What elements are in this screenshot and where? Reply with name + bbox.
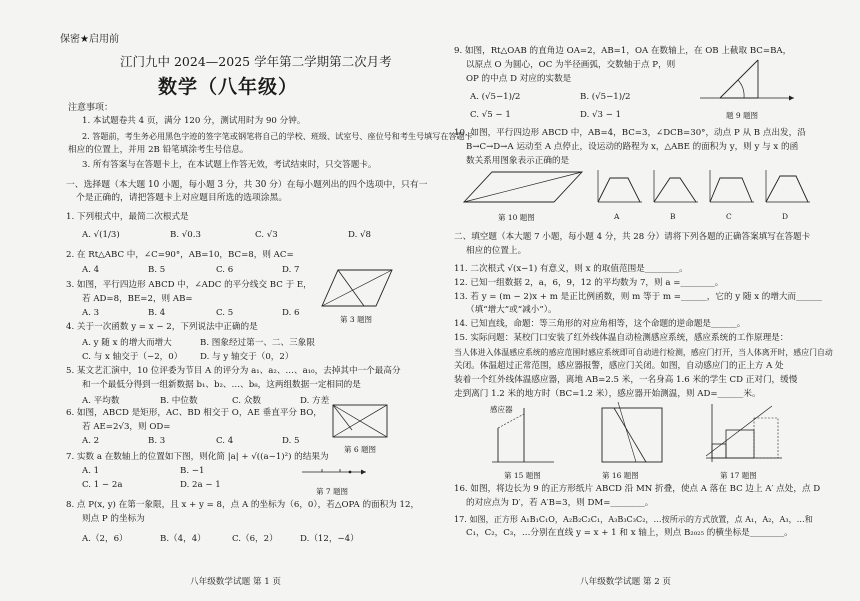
- q8-option-b: B.（4，4）: [160, 534, 206, 544]
- notes-heading: 注意事项：: [68, 103, 114, 113]
- q15-line2: 当人体进入体温感应系统的感应范围时感应系统即可自动进行检测，感应门打开，当人体离开时，感应门自动: [454, 348, 833, 357]
- q10-parallelogram-figure: [462, 168, 590, 208]
- q6-caption: 第 6 题图: [344, 445, 377, 454]
- q7-option-a: A. 1: [82, 466, 100, 476]
- q9-option-c: C. √5 − 1: [470, 110, 511, 120]
- q6-option-d: D. 5: [282, 436, 300, 446]
- q10-option-c: C: [726, 212, 732, 221]
- q9-line3: OP 的中点 D 对应的实数是: [466, 74, 572, 84]
- q2-option-a: A. 4: [82, 265, 100, 275]
- q1-option-a: A. √(1/3): [82, 230, 120, 240]
- q8-line2: 则点 P 的坐标为: [82, 514, 145, 524]
- q7-stem: 7. 实数 a 在数轴上的位置如下图，则化简 |a| + √((a−1)²) 的结果为: [66, 452, 329, 462]
- q9-option-d: D. √3 − 1: [580, 110, 622, 120]
- q2-stem: 2. 在 Rt△ABC 中，∠C=90°，AB=10，BC=8，则 AC=: [66, 250, 294, 260]
- subject-title: 数学（八年级）: [158, 76, 299, 98]
- q5-option-d: D. 方差: [300, 396, 330, 406]
- q12: 12. 已知一组数据 2，a，6，9，12 的平均数为 7，则 a =________。: [454, 278, 724, 288]
- q8-option-c: C.（6，2）: [232, 534, 278, 544]
- q10-option-a: A: [614, 212, 620, 221]
- note-2b: 相应的位置上，并用 2B 铅笔填涂考生号信息。: [68, 145, 249, 155]
- note-1: 1. 本试题卷共 4 页，满分 120 分，测试用时为 90 分钟。: [82, 116, 306, 126]
- q7-option-d: D. 2a − 1: [180, 480, 221, 490]
- q10-line1: 10. 如图，平行四边形 ABCD 中，AB=4，BC=3，∠DCB=30°，动点 P 从 B 点出发，沿: [454, 128, 806, 138]
- q5-option-b: B. 中位数: [160, 396, 198, 406]
- q6-line1: 6. 如图，ABCD 是矩形，AC、BD 相交于 O，AE 垂直平分 BO，: [66, 408, 322, 418]
- q13-line1: 13. 若 y = (m − 2)x + m 是正比例函数，则 m 等于 m =______，它的 y 随 x 的增大而______: [454, 292, 822, 302]
- q1-option-d: D. √8: [348, 230, 371, 240]
- q9-figure: [698, 48, 798, 106]
- section2-heading-b: 相应的位置上。: [466, 246, 527, 256]
- q6-option-c: C. 4: [216, 436, 234, 446]
- q3-caption: 第 3 题图: [340, 315, 373, 324]
- q8-option-d: D.（12，−4）: [300, 534, 359, 544]
- q10-graph-options: [594, 168, 814, 208]
- note-2a: 2. 答题前，考生务必用黑色字迹的签字笔或钢笔将自己的学校、班级、试室号、座位号和考生号填写在答题卡: [82, 131, 473, 141]
- q15-line5: 走到离门 1.2 米的地方时（BC=1.2 米），感应器开始测温，则 AD=______米。: [454, 389, 761, 399]
- q10-option-d: D: [782, 212, 789, 221]
- q5-option-c: C. 众数: [232, 396, 261, 406]
- q17-caption: 第 17 题图: [720, 471, 757, 480]
- section1-heading-b: 个是正确的，请把答题卡上对应题目所选的选项涂黑。: [76, 193, 288, 203]
- q2-option-c: C. 6: [216, 265, 234, 275]
- q16-figure: [596, 400, 676, 466]
- q3-option-b: B. 4: [148, 308, 166, 318]
- q17-line2: C₁，C₂，C₃，…分别在直线 y = x + 1 和 x 轴上，则点 B₂₀₂₅ 的横坐标是________。: [466, 528, 793, 538]
- secret-label: 保密★启用前: [60, 34, 119, 45]
- q1-option-b: B. √0.3: [170, 230, 201, 240]
- q15-sensor-label: 感应器: [490, 405, 513, 414]
- q11: 11. 二次根式 √(x−1) 有意义，则 x 的取值范围是________。: [454, 264, 688, 274]
- q6-option-b: B. 3: [148, 436, 166, 446]
- q15-line1: 15. 实际问题：某校门口安装了红外线体温自动检测感应系统，感应系统的工作原理是：: [454, 333, 789, 343]
- q15-line4: 装着一个红外线体温感应器，离地 AB=2.5 米，一名身高 1.6 米的学生 CD 正对门，缓慢: [454, 375, 798, 385]
- q7-caption: 第 7 题图: [316, 487, 349, 496]
- section1-heading-a: 一、选择题（本大题 10 小题，每小题 3 分，共 30 分）在每小题列出的四个选项中，只有一: [66, 180, 428, 190]
- q8-line1: 8. 点 P(x, y) 在第一象限，且 x + y = 8，点 A 的坐标为（6，0），若△OPA 的面积为 12，: [66, 500, 420, 510]
- q7-number-line: [300, 462, 370, 482]
- q16-line2: 的对应点为 D′，若 A′B=3，则 DM=________。: [466, 498, 654, 508]
- q10-line3: 数关系用图象表示正确的是: [466, 156, 570, 166]
- q10-caption: 第 10 题图: [498, 213, 535, 222]
- q5-line1: 5. 某文艺汇演中，10 位评委为节目 A 的评分为 a₁、a₂、…、a₁₀，去掉其中一个最高分: [66, 366, 401, 376]
- q6-option-a: A. 2: [82, 436, 100, 446]
- q10-line2: B→C→D→A 运动至 A 点停止，设运动的路程为 x，△ABE 的面积为 y，则 y 与 x 的函: [466, 142, 799, 152]
- q3-line1: 3. 如图，平行四边形 ABCD 中，∠ADC 的平分线交 BC 于 E，: [66, 280, 312, 290]
- q9-line2: 以原点 O 为圆心，OC 为半径画弧，交数轴于点 P，则: [466, 60, 676, 70]
- q13-line2: （填“增大”或“减小”）。: [466, 305, 557, 315]
- q4-option-c: C. 与 x 轴交于（−2，0）: [82, 352, 183, 362]
- q9-option-a: A. (√5−1)/2: [470, 92, 521, 102]
- q3-figure: [320, 266, 395, 312]
- q9-caption: 题 9 题图: [726, 111, 759, 120]
- q9-option-b: B. (√5−1)/2: [580, 92, 631, 102]
- note-3: 3. 所有答案与在答题卡上，在本试题上作答无效，考试结束时，只交答题卡。: [82, 160, 377, 170]
- q3-option-a: A. 3: [82, 308, 100, 318]
- q1-option-c: C. √3: [255, 230, 278, 240]
- q16-caption: 第 16 题图: [602, 471, 639, 480]
- q7-option-b: B. −1: [180, 466, 205, 476]
- q6-line2: 若 AE=2√3，则 OD=: [82, 422, 171, 432]
- q4-option-b: B. 图象经过第一、二、三象限: [200, 338, 315, 348]
- q17-figure: [702, 400, 786, 466]
- q2-option-d: D. 7: [282, 265, 300, 275]
- q9-line1: 9. 如图，Rt△OAB 的直角边 OA=2，AB=1，OA 在数轴上，在 OB 上截取 BC=BA，: [454, 46, 792, 56]
- q15-line3: 关闭。体温超过正常范围，感应器报警，感应门关闭。如图，自动感应门的正上方 A 处: [454, 361, 784, 371]
- q5-option-a: A. 平均数: [82, 396, 120, 406]
- q1-stem: 1. 下列根式中，最简二次根式是: [66, 212, 189, 222]
- q2-option-b: B. 5: [148, 265, 166, 275]
- q15-caption: 第 15 题图: [504, 471, 541, 480]
- q6-figure: [330, 402, 390, 440]
- q14: 14. 已知直线，命题：等三角形的对应角相等，这个命题的逆命题是______。: [454, 319, 746, 329]
- q4-option-d: D. 与 y 轴交于（0，2）: [200, 352, 294, 362]
- q3-option-d: D. 6: [282, 308, 300, 318]
- q17-line1: 17. 如图，正方形 A₁B₁C₁O，A₂B₂C₂C₁，A₃B₃C₃C₂，…按所示的方式放置，点 A₁，A₂，A₃，…和: [454, 514, 813, 524]
- q16-line1: 16. 如图，将边长为 9 的正方形纸片 ABCD 沿 MN 折叠，使点 A 落在 BC 边上 A′ 点处，点 D: [454, 484, 821, 494]
- q7-option-c: C. 1 − 2a: [82, 480, 123, 490]
- q4-stem: 4. 关于一次函数 y = x − 2，下列说法中正确的是: [66, 322, 258, 332]
- q3-option-c: C. 5: [216, 308, 234, 318]
- page-2: [430, 0, 860, 601]
- q8-option-a: A.（2，6）: [82, 534, 128, 544]
- footer-page-1: 八年级数学试题 第 1 页: [190, 577, 282, 587]
- q3-line2: 若 AD=8，BE=2，则 AB=: [82, 294, 193, 304]
- footer-page-2: 八年级数学试题 第 2 页: [580, 577, 672, 587]
- section2-heading-a: 二、填空题（本大题 7 小题，每小题 4 分，共 28 分）请将下列各题的正确答案填写在答题卡: [454, 232, 811, 242]
- q4-option-a: A. y 随 x 的增大而增大: [82, 338, 172, 348]
- q10-option-b: B: [670, 212, 676, 221]
- q5-line2: 和一个最低分得到一组新数据 b₁、b₂、…、b₈，这两组数据一定相同的是: [82, 380, 361, 390]
- exam-title: 江门九中 2024—2025 学年第二学期第二次月考: [120, 54, 392, 69]
